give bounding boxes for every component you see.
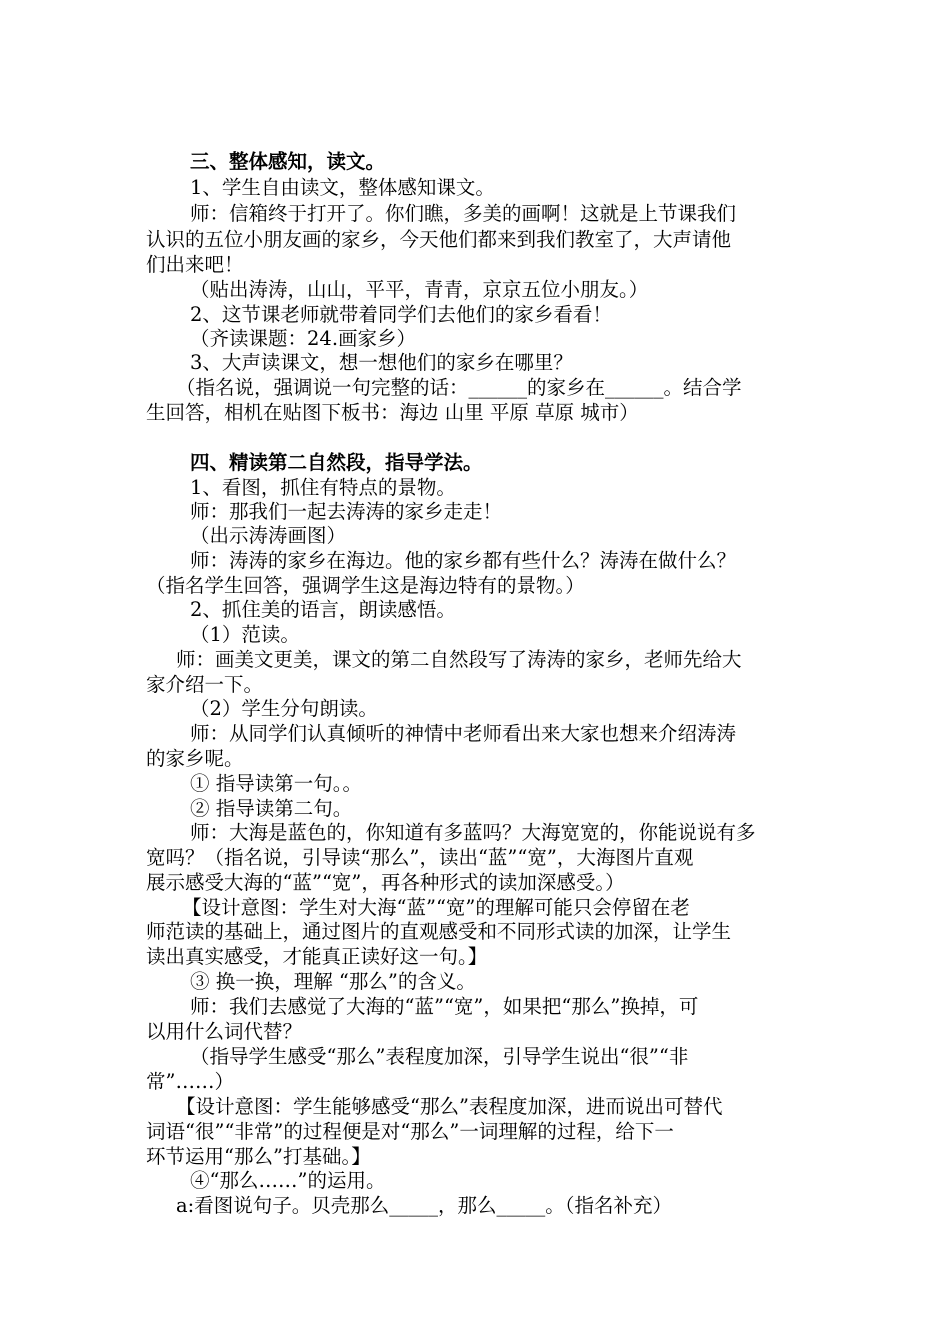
text-line: 常”……） [146, 1070, 234, 1093]
text-line: 师：从同学们认真倾听的神情中老师看出来大家也想来介绍涛涛 [190, 722, 737, 745]
text-line: 师：信箱终于打开了。你们瞧，多美的画啊！这就是上节课我们 [190, 202, 737, 225]
text-line: 2、这节课老师就带着同学们去他们的家乡看看！ [190, 303, 612, 326]
text-line: （贴出涛涛，山山，平平，青青，京京五位小朋友。） [190, 278, 649, 301]
text-line: 词语“很”“非常”的过程便是对“那么”一词理解的过程，给下一 [146, 1120, 674, 1143]
text-line: （指名学生回答，强调学生这是海边特有的景物。） [146, 574, 585, 597]
text-line: （2）学生分句朗读。 [190, 697, 378, 720]
text-line: 家介绍一下。 [146, 673, 264, 696]
text-line: 师：画美文更美，课文的第二自然段写了涛涛的家乡，老师先给大 [176, 648, 742, 671]
text-line: a:看图说句子。贝壳那么_____，那么_____。（指名补充） [176, 1194, 672, 1217]
text-line: ② 指导读第二句。 [190, 797, 353, 820]
text-line: 1、看图，抓住有特点的景物。 [190, 476, 456, 499]
text-line: 环节运用“那么”打基础。】 [146, 1145, 371, 1168]
section-heading: 三、整体感知，读文。 [190, 150, 386, 173]
text-line: 【设计意图：学生对大海“蓝”“宽”的理解可能只会停留在老 [182, 896, 690, 919]
text-line: 2、抓住美的语言，朗读感悟。 [190, 598, 456, 621]
text-line: 师：大海是蓝色的，你知道有多蓝吗？大海宽宽的，你能说说有多 [190, 821, 756, 844]
text-line: （齐读课题：24.画家乡） [190, 327, 417, 350]
text-line: 3、大声读课文，想一想他们的家乡在哪里？ [190, 351, 573, 374]
text-line: 生回答，相机在贴图下板书：海边 山里 平原 草原 城市） [146, 401, 639, 424]
text-line: （指名说，强调说一句完整的话：______的家乡在______。结合学 [176, 376, 742, 399]
text-line: 的家乡呢。 [146, 747, 244, 770]
text-line: 以用什么词代替？ [146, 1020, 303, 1043]
text-line: 师：涛涛的家乡在海边。他的家乡都有些什么？涛涛在做什么？ [190, 549, 737, 572]
text-line: 们出来吧！ [146, 253, 244, 276]
text-line: ① 指导读第一句。。 [190, 772, 362, 795]
text-line: 【设计意图：学生能够感受“那么”表程度加深，进而说出可替代 [176, 1095, 723, 1118]
text-line: （1）范读。 [190, 623, 300, 646]
text-line: 师：那我们一起去涛涛的家乡走走！ [190, 500, 503, 523]
text-line: （出示涛涛画图） [190, 524, 347, 547]
section-heading: 四、精读第二自然段，指导学法。 [190, 451, 483, 474]
text-line: 师范读的基础上，通过图片的直观感受和不同形式读的加深，让学生 [146, 920, 732, 943]
text-line: 展示感受大海的“蓝”“宽”，再各种形式的读加深感受。） [146, 871, 625, 894]
text-line: 师：我们去感觉了大海的“蓝”“宽”，如果把“那么”换掉，可 [190, 995, 699, 1018]
text-line: 宽吗？（指名说，引导读“那么”，读出“蓝”“宽”，大海图片直观 [146, 846, 694, 869]
text-line: 1、学生自由读文，整体感知课文。 [190, 176, 495, 199]
text-line: ④“那么……”的运用。 [190, 1169, 386, 1192]
text-line: 认识的五位小朋友画的家乡，今天他们都来到我们教室了，大声请他 [146, 228, 732, 251]
text-line: ③ 换一换，理解 “那么”的含义。 [190, 970, 476, 993]
text-line: 读出真实感受，才能真正读好这一句。】 [146, 945, 488, 968]
text-line: （指导学生感受“那么”表程度加深，引导学生说出“很”“非 [190, 1045, 689, 1068]
